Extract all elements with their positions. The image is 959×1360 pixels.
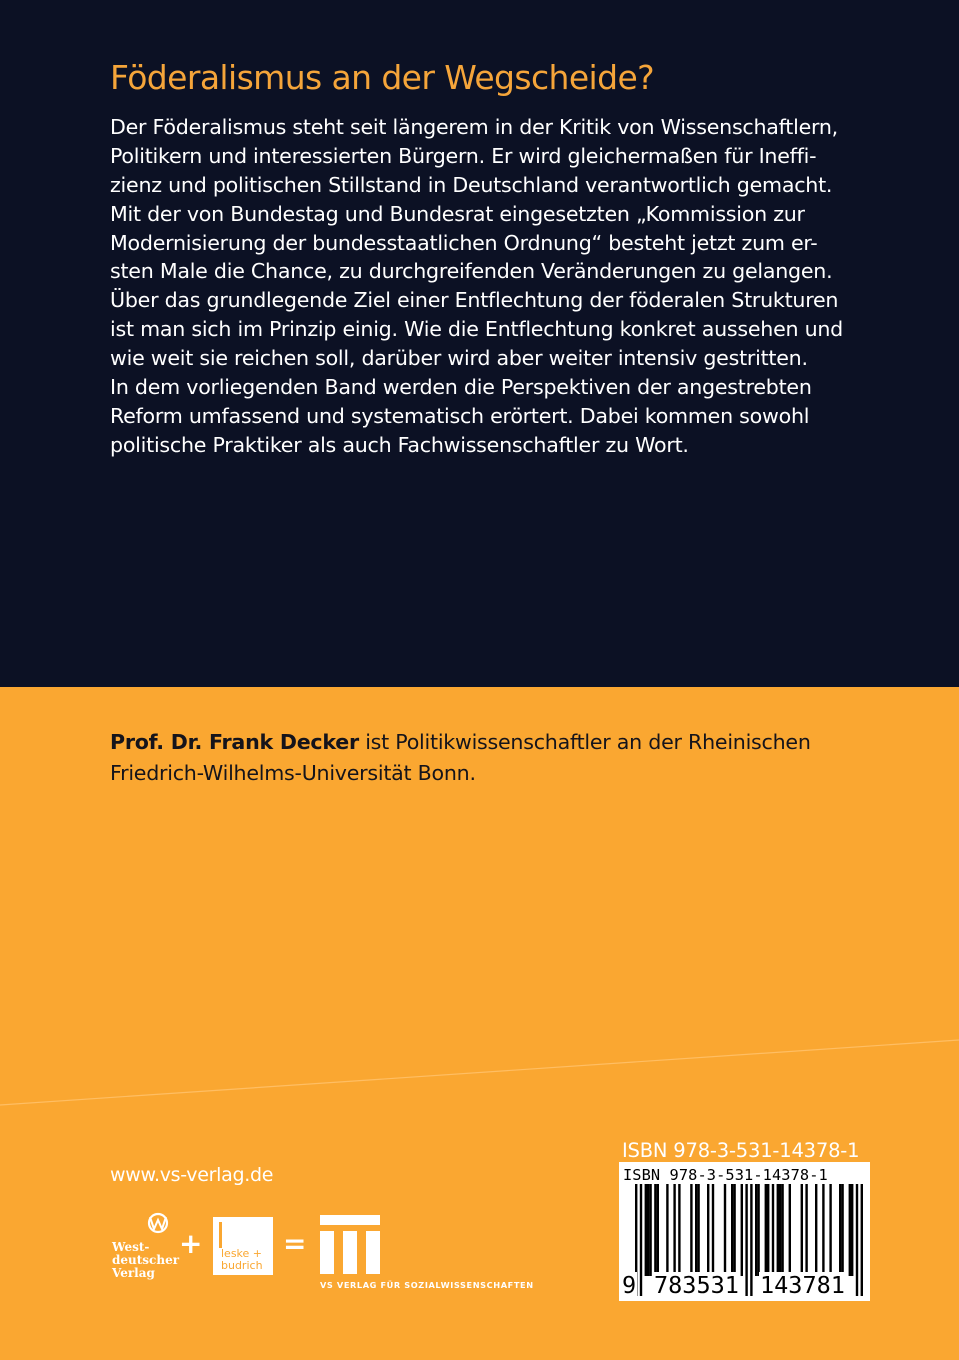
barcode-digit-group-1: 783531 <box>654 1271 739 1299</box>
blurb-line: wie weit sie reichen soll, darüber wird aber weiter intensiv gestritten. <box>110 346 808 371</box>
barcode-bar <box>822 1184 824 1276</box>
equals-sign: = <box>283 1227 307 1260</box>
barcode-bar <box>781 1184 783 1276</box>
barcode-bar <box>765 1184 767 1276</box>
barcode-bar <box>647 1184 649 1276</box>
barcode-bar <box>666 1184 668 1276</box>
barcode-bar <box>815 1184 817 1276</box>
barcode-digits <box>621 1272 868 1298</box>
barcode-bar <box>645 1184 647 1276</box>
blurb-line: politische Praktiker als auch Fachwissenschaftler zu Wort. <box>110 432 689 457</box>
blurb-line: In dem vorliegenden Band werden die Perspektiven der angestrebten <box>110 375 812 400</box>
barcode-bar <box>712 1184 714 1276</box>
barcode-bar <box>673 1184 675 1276</box>
barcode-bar <box>755 1184 757 1276</box>
westdeutscher-logo-text-1: West- <box>112 1240 150 1254</box>
blurb-line: Politikern und interessierten Bürgern. Er wird gleichermaßen für Ineffi- <box>110 143 817 168</box>
barcode-bar <box>657 1184 659 1276</box>
author-line-1-rest: ist Politikwissenschaftler an der Rheinischen <box>358 730 811 754</box>
blurb-line: Über das grundlegende Ziel einer Entflechtung der föderalen Strukturen <box>110 288 839 313</box>
blurb-line: Der Föderalismus steht seit längerem in der Kritik von Wissenschaftlern, <box>110 115 838 139</box>
barcode-bar <box>767 1184 769 1276</box>
blurb-line: sten Male die Chance, zu durchgreifenden Veränderungen zu gelangen. <box>110 259 833 284</box>
barcode-bar <box>849 1184 851 1276</box>
barcode-bar <box>678 1184 680 1276</box>
vs-verlag-logo-text: VS VERLAG FÜR SOZIALWISSENSCHAFTEN <box>320 1280 534 1290</box>
barcode-bar <box>697 1184 699 1276</box>
blurb-line: zienz und politischen Stillstand in Deutschland verantwortlich gemacht. <box>110 172 833 197</box>
barcode-bar <box>829 1184 831 1276</box>
isbn-label: ISBN 978-3-531-14378-1 <box>622 1139 860 1162</box>
barcode-bar <box>841 1184 843 1276</box>
blurb-text <box>110 113 870 460</box>
publisher-url[interactable]: www.vs-verlag.de <box>110 1164 274 1186</box>
author-line-1 <box>110 727 870 758</box>
barcode-bar <box>805 1184 807 1276</box>
barcode-bar <box>839 1184 841 1276</box>
barcode <box>619 1162 870 1301</box>
westdeutscher-verlag-logo <box>110 1213 180 1293</box>
barcode-digit-group-2: 143781 <box>760 1271 845 1299</box>
blurb-line: Mit der von Bundestag und Bundesrat eingesetzten „Kommission zur <box>110 201 805 226</box>
barcode-digit-lead: 9 <box>622 1271 637 1299</box>
barcode-bar <box>779 1184 781 1276</box>
blurb-line: Modernisierung der bundesstaatlichen Ordnung“ besteht jetzt zum er- <box>110 230 818 255</box>
barcode-bar <box>649 1184 651 1276</box>
barcode-bar <box>695 1184 697 1276</box>
barcode-bar <box>654 1184 656 1276</box>
barcode-bar <box>690 1184 692 1276</box>
book-title: Föderalismus an der Wegscheide? <box>110 58 655 97</box>
author-name: Prof. Dr. Frank Decker <box>110 730 359 754</box>
barcode-isbn-text: ISBN 978-3-531-14378-1 <box>623 1166 828 1184</box>
leske-logo-text-1: leske + <box>221 1247 263 1260</box>
leske-budrich-logo <box>213 1217 273 1275</box>
plus-sign: + <box>179 1227 203 1260</box>
blurb-line: Reform umfassend und systematisch erörtert. Dabei kommen sowohl <box>110 403 810 428</box>
barcode-bar <box>789 1184 791 1276</box>
barcode-bar <box>731 1184 733 1276</box>
barcode-bar <box>757 1184 759 1276</box>
vs-verlag-logo <box>320 1215 550 1291</box>
barcode-bar <box>777 1184 779 1276</box>
barcode-bar <box>801 1184 803 1276</box>
leske-logo-text-2: budrich <box>221 1259 263 1272</box>
author-line-2: Friedrich-Wilhelms-Universität Bonn. <box>110 761 476 785</box>
author-bio <box>110 727 870 789</box>
westdeutscher-logo-text-2: deutscher <box>112 1253 180 1267</box>
barcode-bar <box>724 1184 726 1276</box>
barcode-bar <box>707 1184 709 1276</box>
barcode-bar <box>733 1184 735 1276</box>
blurb-line: ist man sich im Prinzip einig. Wie die Entflechtung konkret aussehen und <box>110 317 844 342</box>
barcode-bar <box>772 1184 774 1276</box>
barcode-bar <box>741 1184 743 1276</box>
barcode-bar <box>851 1184 853 1276</box>
westdeutscher-logo-text-3: Verlag <box>112 1266 155 1280</box>
